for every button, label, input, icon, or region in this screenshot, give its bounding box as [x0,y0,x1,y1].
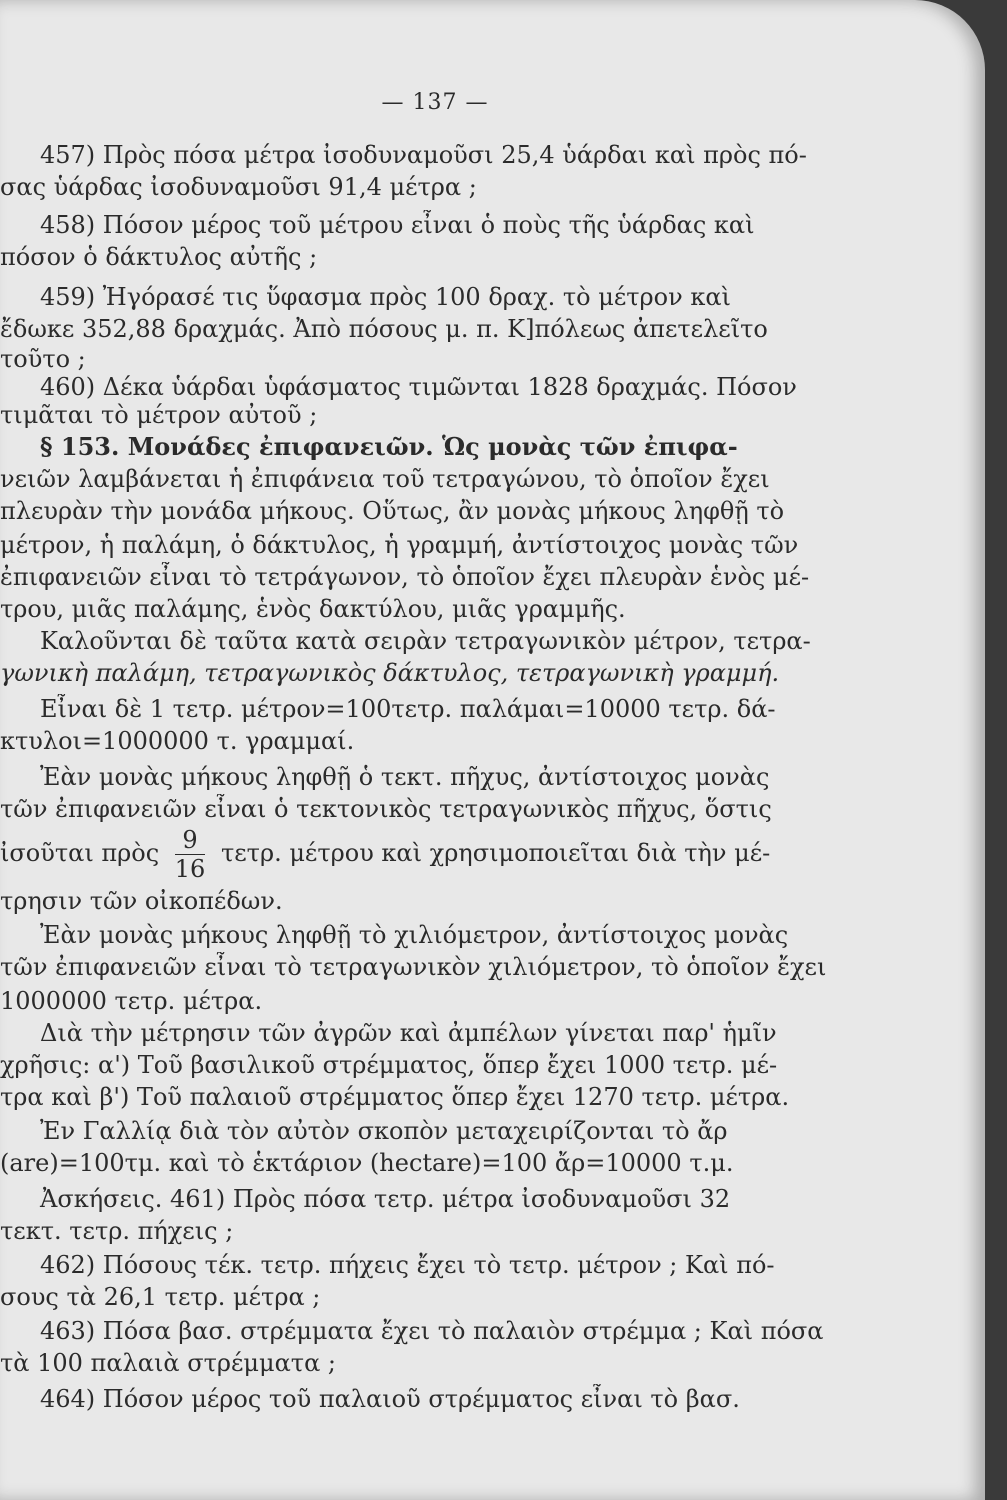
text-line: ἔδωκε 352,88 δραχμάς. Ἀπὸ πόσους μ. π. Κ]πόλεως ἀπετελεῖτο [0,315,768,343]
text-line: πλευρὰν τὴν μονάδα μήκους. Οὕτως, ἂν μονὰς μήκους ληφθῇ τὸ [0,497,785,525]
text-line: Ἐν Γαλλίᾳ διὰ τὸν αὐτὸν σκοπὸν μεταχειρίζονται τὸ ἄρ [40,1117,728,1145]
text-line: τιμᾶται τὸ μέτρον αὐτοῦ ; [0,401,318,429]
text-line: 463) Πόσα βασ. στρέμματα ἔχει τὸ παλαιὸν στρέμμα ; Καὶ πόσα [40,1317,824,1345]
text-line: γωνικὴ παλάμη, τετραγωνικὸς δάκτυλος, τετραγωνικὴ γραμμή. [0,659,780,687]
text-line: 457) Πρὸς πόσα μέτρα ἰσοδυναμοῦσι 25,4 ὑάρδαι καὶ πρὸς πό- [40,141,807,169]
fraction-numerator: 9 [175,826,206,855]
text-line: Καλοῦνται δὲ ταῦτα κατὰ σειρὰν τετραγωνικὸν μέτρον, τετρα- [40,627,811,655]
text-line: 458) Πόσον μέρος τοῦ μέτρου εἶναι ὁ ποὺς τῆς ὑάρδας καὶ [40,211,755,239]
text-line: Διὰ τὴν μέτρησιν τῶν ἀγρῶν καὶ ἀμπέλων γίνεται παρ' ἡμῖν [40,1019,777,1047]
text-line: σους τὰ 26,1 τετρ. μέτρα ; [0,1283,321,1311]
text-line: τρου, μιᾶς παλάμης, ἑνὸς δακτύλου, μιᾶς γραμμῆς. [0,595,626,623]
text-line: Ἐὰν μονὰς μήκους ληφθῇ τὸ χιλιόμετρον, ἀντίστοιχος μονὰς [40,921,789,949]
text-line: τῶν ἐπιφανειῶν εἶναι τὸ τετραγωνικὸν χιλιόμετρον, τὸ ὁποῖον ἔχει [0,953,827,981]
text-line: τρα καὶ β') Τοῦ παλαιοῦ στρέμματος ὅπερ ἔχει 1270 τετρ. μέτρα. [0,1083,790,1111]
text-line: τεκτ. τετρ. πήχεις ; [0,1217,234,1245]
text-line: Ἀσκήσεις. 461) Πρὸς πόσα τετρ. μέτρα ἰσοδυναμοῦσι 32 [40,1185,731,1213]
text-line: Ἐὰν μονὰς μήκους ληφθῇ ὁ τεκτ. πῆχυς, ἀντίστοιχος μονὰς [40,763,770,791]
text-line: νειῶν λαμβάνεται ἡ ἐπιφάνεια τοῦ τετραγώνου, τὸ ὁποῖον ἔχει [0,465,770,493]
text-line: τὰ 100 παλαιὰ στρέμματα ; [0,1349,336,1377]
text-line: πόσον ὁ δάκτυλος αὐτῆς ; [0,243,318,271]
fraction-before: ἰσοῦται πρὸς [0,839,160,867]
fraction-denominator: 16 [174,855,206,883]
text-line: μέτρον, ἡ παλάμη, ὁ δάκτυλος, ἡ γραμμή, ἀντίστοιχος μονὰς τῶν [0,531,799,559]
text-line: 460) Δέκα ὑάρδαι ὑφάσματος τιμῶνται 1828 δραχμάς. Πόσον [40,373,797,401]
text-line: τῶν ἐπιφανειῶν εἶναι ὁ τεκτονικὸς τετραγωνικὸς πῆχυς, ὅστις [0,795,772,823]
fraction-after: τετρ. μέτρου καὶ χρησιμοποιεῖται διὰ τὴν μέ- [220,839,771,867]
page-number: — 137 — [381,90,489,115]
text-line: τρησιν τῶν οἰκοπέδων. [0,887,283,915]
section-heading: § 153. Μονάδες ἐπιφανειῶν. Ὡς μονὰς τῶν ἐπιφα- [40,432,738,461]
text-line: 459) Ἠγόρασέ τις ὕφασμα πρὸς 100 δραχ. τὸ μέτρον καὶ [40,283,731,311]
text-line: ἐπιφανειῶν εἶναι τὸ τετράγωνον, τὸ ὁποῖον ἔχει πλευρὰν ἑνὸς μέ- [0,563,810,591]
text-line: (are)=100τμ. καὶ τὸ ἑκτάριον (hectare)=100 ἄρ=10000 τ.μ. [0,1149,734,1177]
fraction [175,826,206,883]
text-line: σας ὑάρδας ἰσοδυναμοῦσι 91,4 μέτρα ; [0,173,477,201]
text-line: 462) Πόσους τέκ. τετρ. πήχεις ἔχει τὸ τετρ. μέτρον ; Καὶ πό- [40,1251,775,1279]
text-line: κτυλοι=1000000 τ. γραμμαί. [0,727,355,755]
text-line: τοῦτο ; [0,345,86,373]
fraction-line [0,826,890,883]
text-line: χρῆσις: α') Τοῦ βασιλικοῦ στρέμματος, ὅπερ ἔχει 1000 τετρ. μέ- [0,1051,778,1079]
text-line: 464) Πόσον μέρος τοῦ παλαιοῦ στρέμματος εἶναι τὸ βασ. [40,1385,740,1413]
text-line: 1000000 τετρ. μέτρα. [0,987,263,1015]
text-line: Εἶναι δὲ 1 τετρ. μέτρον=100τετρ. παλάμαι=10000 τετρ. δά- [40,695,776,723]
